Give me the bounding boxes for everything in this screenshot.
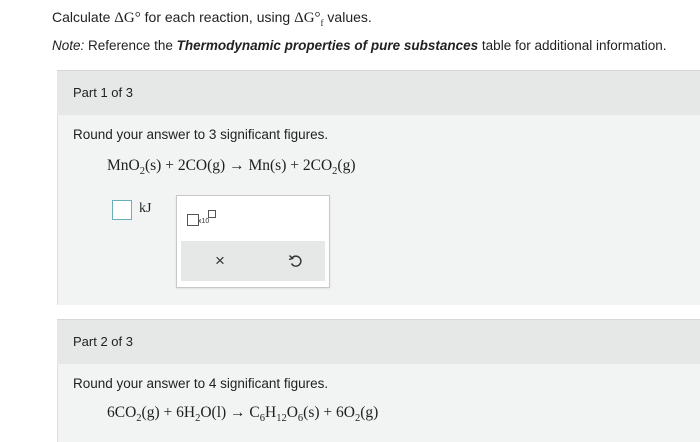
part2-instruction: Round your answer to 4 significant figures. bbox=[73, 376, 329, 391]
reaction-arrow-icon: → bbox=[226, 404, 250, 421]
unit-label: kJ bbox=[139, 201, 152, 216]
delta-g-symbol: ΔG° bbox=[114, 10, 141, 26]
math-keypad bbox=[176, 195, 330, 288]
part2-equation: $6CO_2(g) + 6H_2O(l) \to C_6H_{12}O_6(s) + 6O_2(g)$ bbox=[107, 404, 379, 425]
clear-icon[interactable]: × bbox=[215, 251, 225, 270]
x10-label: x10 bbox=[198, 218, 210, 225]
answer-input-box[interactable] bbox=[112, 200, 132, 220]
note-label: Note: bbox=[52, 38, 85, 53]
part1-header-label: Part 1 of 3 bbox=[73, 85, 133, 100]
reaction-arrow-icon: → bbox=[225, 157, 249, 174]
part2-panel bbox=[57, 364, 700, 442]
note-text: Note: Reference the Thermodynamic properties of pure substances table for additional information. bbox=[52, 38, 667, 53]
part1-equation: $MnO_2(s) + 2CO(g) \to Mn(s) + 2CO_2(g)$ bbox=[107, 157, 356, 178]
part2-header[interactable] bbox=[57, 319, 700, 365]
part1-header[interactable] bbox=[57, 70, 700, 116]
question-text bbox=[52, 9, 372, 28]
part2-header-label: Part 2 of 3 bbox=[73, 334, 133, 349]
question-prefix: Calculate bbox=[52, 9, 115, 25]
question-suffix: values. bbox=[323, 9, 372, 25]
keypad-action-bar bbox=[181, 241, 325, 281]
undo-icon[interactable] bbox=[285, 250, 307, 272]
part1-panel bbox=[57, 115, 700, 305]
exponent-box-icon bbox=[208, 210, 216, 218]
question-middle: for each reaction, using bbox=[140, 9, 295, 25]
table-reference-link[interactable]: Thermodynamic properties of pure substances bbox=[176, 38, 479, 53]
delta-gf-symbol: $\Delta G^\circ_f$ bbox=[294, 10, 324, 28]
part1-instruction: Round your answer to 3 significant figures. bbox=[73, 127, 329, 142]
scientific-notation-button[interactable] bbox=[185, 207, 219, 229]
